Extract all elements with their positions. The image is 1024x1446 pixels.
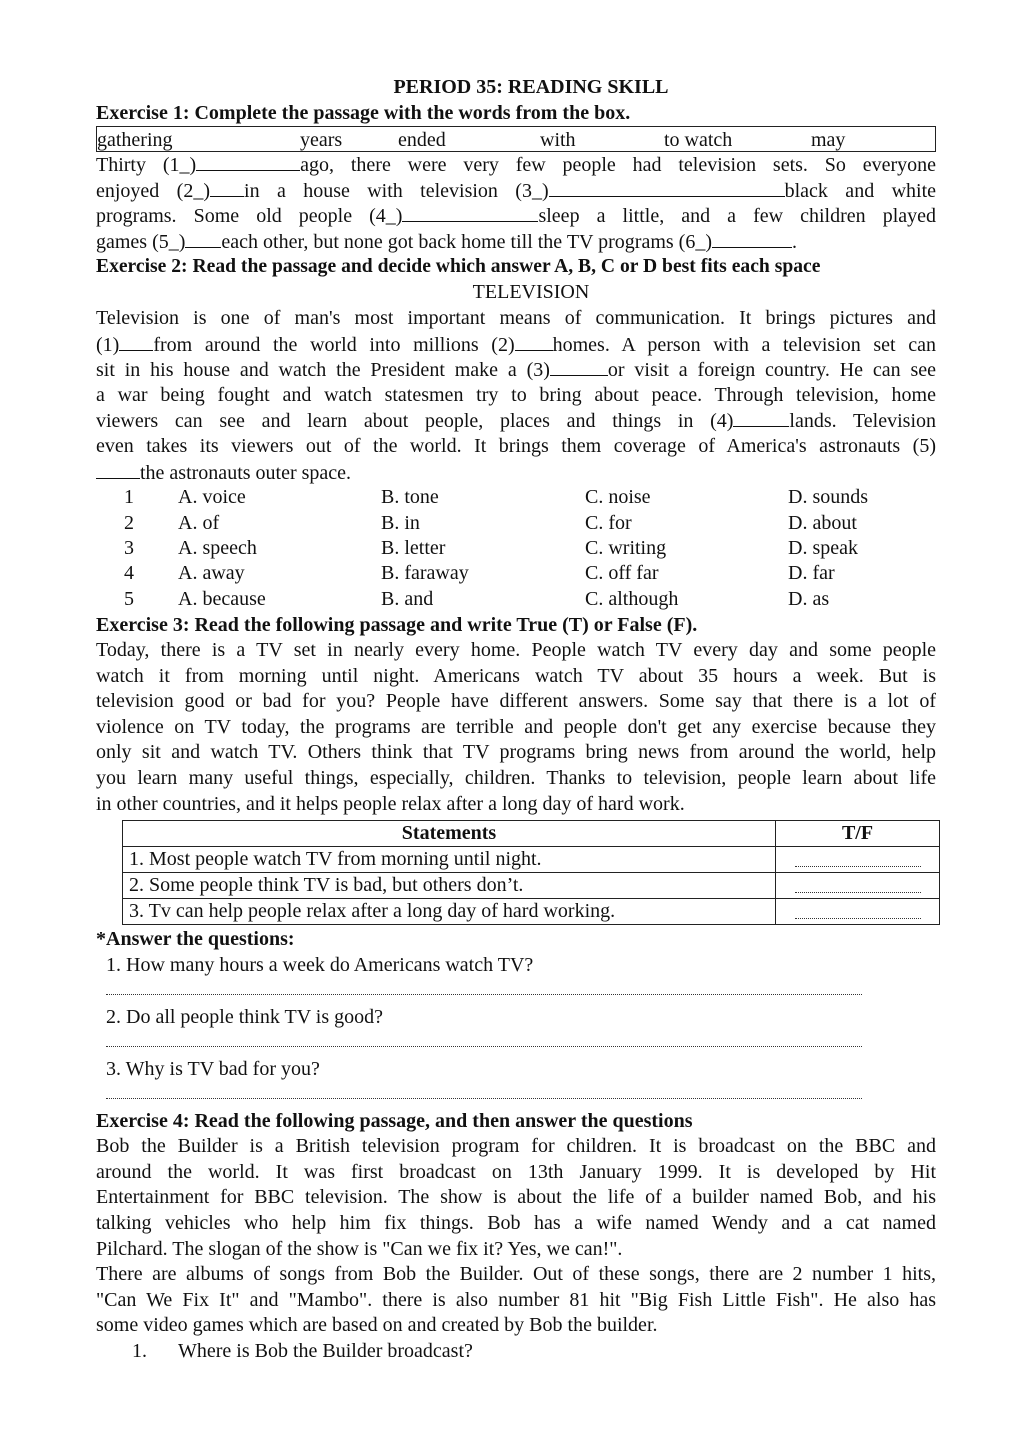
option-row: 1 A. voice B. tone C. noise D. sounds bbox=[124, 486, 869, 509]
word-box-item: with bbox=[540, 129, 576, 151]
ex4-passage-line: around the world. It was first broadcast on 13th January 1999. It is developed by Hit bbox=[96, 1160, 936, 1183]
ex2-passage-line: even takes its viewers out of the world. It brings them coverage of America's astronauts (5) bbox=[96, 434, 936, 457]
ex2-passage-line: sit in his house and watch the President make a (3) or visit a foreign country. He can see bbox=[96, 359, 936, 382]
ex4-question bbox=[96, 1339, 936, 1365]
ex4-passage-line: some video games which are based on and created by Bob the builder. bbox=[96, 1314, 658, 1337]
statements-header: Statements bbox=[123, 821, 776, 847]
ex3-passage-line: in other countries, and it helps people relax after a long day of hard work. bbox=[96, 792, 685, 815]
exercise-2-heading: Exercise 2: Read the passage and decide which answer A, B, C or D best fits each space bbox=[96, 256, 821, 278]
option-row: 3 A. speech B. letter C. writing D. speak bbox=[124, 536, 858, 559]
statement-cell: 2. Some people think TV is bad, but others don’t. bbox=[123, 873, 776, 899]
ex3-passage-line: television good or bad for you? People have different answers. Some say that there is a lot of bbox=[96, 690, 936, 713]
ex1-passage-line: programs. Some old people (4_) sleep a little, and a few children played bbox=[96, 205, 936, 228]
ex4-passage-line: There are albums of songs from Bob the Builder. Out of these songs, there are 2 number 1 hits, bbox=[96, 1263, 936, 1286]
question-number: 1. bbox=[132, 1339, 147, 1362]
ex3-passage-line: Today, there is a TV set in nearly every home. People watch TV every day and some people bbox=[96, 639, 936, 662]
ex1-passage-line: games (5_) each other, but none got back home till the TV programs (6_) . bbox=[96, 230, 797, 253]
option-row: 4 A. away B. faraway C. off far D. far bbox=[124, 562, 835, 585]
word-box-item: may bbox=[811, 129, 846, 151]
answer-line[interactable] bbox=[96, 1030, 936, 1056]
option-row: 5 A. because B. and C. although D. as bbox=[124, 587, 830, 610]
ex3-passage-line: you learn many useful things, especially, children. Thanks to television, people learn about life bbox=[96, 767, 936, 790]
ex2-passage-line: viewers can see and learn about people, places and things in (4) lands. Television bbox=[96, 410, 936, 433]
ex2-options bbox=[96, 485, 936, 612]
ex1-passage-line: Thirty (1_) ago, there were very few people had television sets. So everyone bbox=[96, 154, 936, 176]
ex1-passage-line: enjoyed (2_) in a house with television (3_) black and white bbox=[96, 179, 936, 202]
table-row bbox=[123, 899, 940, 925]
ex3-passage-line: violence on TV today, the programs are terrible and people don't get any exercise because they bbox=[96, 715, 936, 738]
ex4-passage-line: "Can We Fix It" and "Mambo". there is also number 81 hit "Big Fish Little Fish". He also has bbox=[96, 1288, 936, 1311]
tf-header: T/F bbox=[776, 821, 940, 847]
word-box-item: ended bbox=[398, 129, 446, 151]
answer-cell[interactable] bbox=[776, 899, 940, 925]
ex2-passage-line: the astronauts outer space. bbox=[96, 460, 936, 486]
ex2-passage-line: a war being fought and watch statesmen try to bring about peace. Through television, home bbox=[96, 383, 936, 406]
answer-line[interactable] bbox=[96, 1082, 936, 1108]
question: 2. Do all people think TV is good? bbox=[106, 1006, 384, 1029]
exercise-3-heading: Exercise 3: Read the following passage and write True (T) or False (F). bbox=[96, 614, 698, 637]
ex4-passage-line: talking vehicles who help him fix things. Bob has a wife named Wendy and a cat named bbox=[96, 1212, 936, 1235]
word-box-item: years bbox=[300, 129, 343, 151]
ex3-passage-line: watch it from morning until night. Americans watch TV about 35 hours a week. But is bbox=[96, 664, 936, 687]
answer-questions-heading: *Answer the questions: bbox=[96, 928, 295, 951]
statement-cell: 1. Most people watch TV from morning until night. bbox=[123, 847, 776, 873]
page-title: PERIOD 35: READING SKILL bbox=[393, 76, 669, 98]
table-row bbox=[123, 873, 940, 899]
worksheet-content bbox=[96, 74, 936, 1365]
question: 3. Why is TV bad for you? bbox=[106, 1058, 320, 1081]
ex4-passage-line: Entertainment for BBC television. The show is about the life of a builder named Bob, and his bbox=[96, 1186, 936, 1209]
exercise-1-heading: Exercise 1: Complete the passage with the words from the box. bbox=[96, 102, 631, 124]
statement-cell: 3. Tv can help people relax after a long day of hard working. bbox=[123, 899, 776, 925]
ex2-passage-line: Television is one of man's most important means of communication. It brings pictures and bbox=[96, 306, 936, 329]
ex4-passage-line: Pilchard. The slogan of the show is "Can we fix it? Yes, we can!". bbox=[96, 1237, 623, 1260]
true-false-table bbox=[122, 820, 940, 925]
table-row bbox=[123, 847, 940, 873]
option-row: 2 A. of B. in C. for D. about bbox=[124, 511, 857, 534]
question-text: Where is Bob the Builder broadcast? bbox=[178, 1339, 473, 1362]
answer-cell[interactable] bbox=[776, 847, 940, 873]
exercise-4-heading: Exercise 4: Read the following passage, and then answer the questions bbox=[96, 1110, 693, 1133]
answer-cell[interactable] bbox=[776, 873, 940, 899]
answer-line[interactable] bbox=[96, 978, 936, 1004]
ex4-passage-line: Bob the Builder is a British television program for children. It is broadcast on the BBC and bbox=[96, 1135, 936, 1158]
ex2-passage-line: (1) from around the world into millions (2) homes. A person with a television set can bbox=[96, 333, 936, 356]
table-header-row bbox=[123, 821, 940, 847]
passage-subtitle: TELEVISION bbox=[472, 281, 590, 304]
word-box-item: gathering bbox=[97, 129, 173, 151]
question: 1. How many hours a week do Americans watch TV? bbox=[106, 954, 534, 977]
ex3-passage-line: only sit and watch TV. Others think that TV programs bring news from around the world, help bbox=[96, 741, 936, 764]
word-box-item: to watch bbox=[664, 129, 733, 151]
word-box bbox=[96, 126, 936, 152]
